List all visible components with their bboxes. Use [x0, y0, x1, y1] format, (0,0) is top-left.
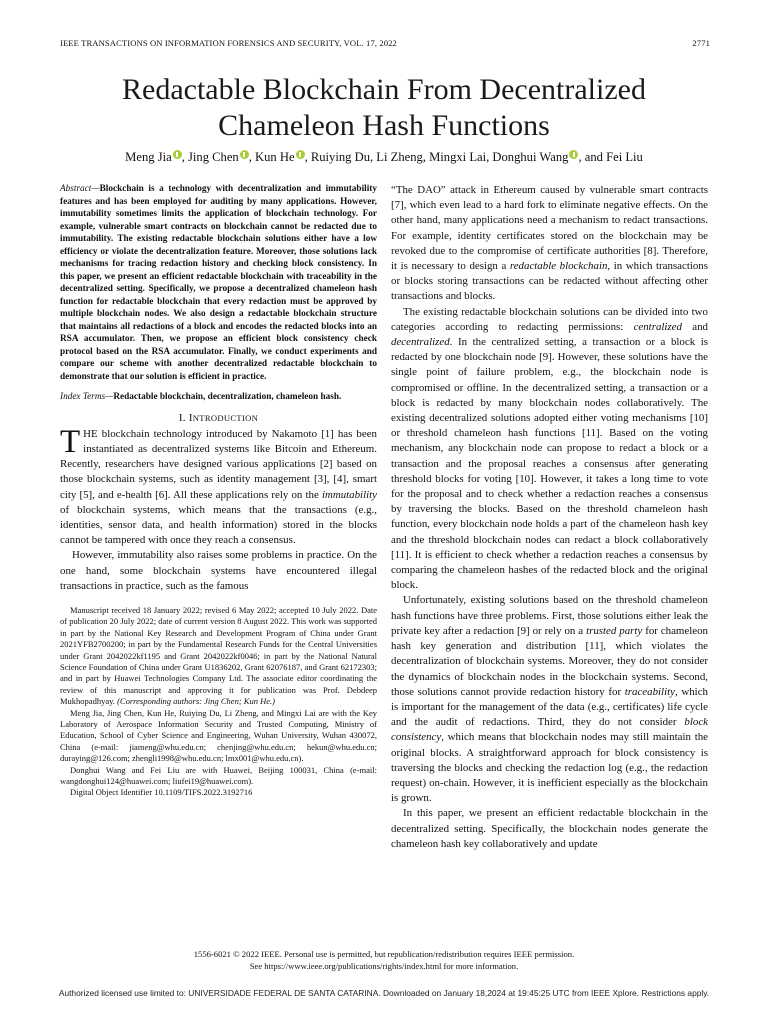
footnote-huawei: Donghui Wang and Fei Liu are with Huawei, Beijing 100031, China (e-mail: wangdonghui124@huawei.com; liufei19@huawei.com).: [60, 764, 377, 787]
footnote-affiliation: Meng Jia, Jing Chen, Kun He, Ruiying Du, Li Zheng, and Mingxi Lai are with the Key Laboratory of Aerospace Information Security and Trusted Computing, Ministry of Education, School of Cyber Science and Engineering, Wuhan University, Wuhan 430072, China (e-mail: jiameng@whu.edu.cn; chenjing@whu.edu.cn; hekun@whu.edu.cn; duraying@126.com; zhengli1998@whu.edu.cn; lmx001@whu.edu.cn).: [60, 707, 377, 764]
section-heading: [60, 411, 377, 426]
copyright-notice: [0, 948, 768, 972]
author-name: Meng Jia: [125, 150, 172, 164]
index-terms-label: Index Terms: [60, 392, 106, 402]
abstract: [60, 183, 377, 383]
emphasis: redactable blockchain: [509, 260, 608, 273]
orcid-icon[interactable]: [240, 150, 249, 159]
intro-text: HE blockchain technology introduced by Nakamoto [1] has been instantiated as decentralized systems like Bitcoin and Ethereum. Recently, researchers have designed various applications [2] based on those blockchain systems, such as identity management [3], [4], smart city [5], and e-health [6]. All these applications rely on the: [60, 427, 377, 501]
title-line-1: Redactable Blockchain From Decentralized: [122, 73, 646, 106]
right-paragraph-4: In this paper, we present an efficient redactable blockchain in the decentralized setting. Specifically, the blockchain nodes generate the chameleon hash key collaboratively and update: [391, 807, 708, 850]
author-name: , Ruiying Du, Li Zheng, Mingxi Lai, Donghui Wang: [304, 150, 569, 164]
body-text: The existing redactable blockchain solutions can be divided into two categories according to redacting permissions:: [391, 305, 708, 333]
page-number: 2771: [692, 38, 710, 48]
emphasis: decentralized: [391, 336, 450, 349]
section-name: NTRODUCTION: [192, 412, 259, 423]
body-text: Unfortunately, existing solutions based on the threshold chameleon hash functions have three problems. First, those solutions either leak the private key after a redaction [9] or rely on a: [391, 594, 708, 637]
footnote-text: Manuscript received 18 January 2022; revised 6 May 2022; accepted 10 July 2022. Date of publication 20 July 2022; date of current version 8 August 2022. This work was supported in part by the National Key Research and Development Program of China under Grant 2021YFB2700200; in part by the Fundamental Research Funds for the Central Universities under Grant 2042022kf1195 and Grant 2042022kf0046; in part by the National Natural Science Foundation of China under Grant U1836202, Grant 62076187, and Grant 62172303; and in part by Huawei Technologies Company Ltd. The associate editor coordinating the review of this manuscript and approving it for publication was Prof. Debdeep Mukhopadhyay.: [60, 604, 377, 707]
paper-title: [0, 72, 768, 144]
body-text: , which is important for the management of the data (e.g., certificates) life cycle and the audit of redactions. Third, they do not consider: [391, 685, 708, 729]
intro-paragraph-2: However, immutability also raises some problems in practice. On the one hand, some blockchain systems have encountered illegal transactions in practice, such as the famous: [60, 549, 377, 592]
index-terms-text: Redactable blockchain, decentralization, chameleon hash.: [113, 392, 342, 402]
body-text: and: [681, 320, 708, 333]
copyright-line-2: See https://www.ieee.org/publications/rights/index.html for more information.: [249, 961, 519, 971]
intro-paragraph-1: [60, 423, 377, 549]
body-text: for chameleon hash key generation and distribution [11], which violates the decentralization of blockchain systems. Moreover, they do not consider the dynamics of blockchain nodes in the blockchain systems. Second, those solutions cannot provide redaction history for: [391, 624, 708, 698]
author-name: , Kun He: [248, 150, 295, 164]
emphasis: centralized: [633, 320, 682, 333]
footnote-doi: Digital Object Identifier 10.1109/TIFS.2022.3192716: [70, 787, 253, 798]
body-text: . In the centralized setting, a transaction or a block is redacted by one blockchain node [9]. However, these solutions have the single point of failure problem, e.g., the blockchain node is compromised or offline. In the decentralized setting, a transaction or a block is redacted by many blockchain nodes collaboratively. The existing decentralized solutions adopted either voting mechanisms [10] or threshold chameleon hash functions [11]. Based on the voting mechanism, any blockchain node can propose to redact a block or a transaction and the proposal reaches a consensus after generating threshold blocks for voting [10]. However, it takes a long time to vote for the proposal and to check whether a redaction reaches a consensus by traversing the blocks. Based on the threshold chameleon hash function, every blockchain node holds a part of the chameleon hash key and the threshold blockchain nodes can redact a block collaboratively [11]. It is efficient to check whether a redaction reaches a consensus by comparing the chameleon hashes of the redacted block and the original block.: [391, 336, 708, 592]
intro-emphasis: immutability: [321, 488, 377, 501]
right-column: [391, 183, 708, 852]
emphasis: traceability: [624, 685, 675, 698]
author-name: , Jing Chen: [181, 150, 239, 164]
index-terms: [60, 391, 377, 404]
section-numeral: I. I: [178, 411, 193, 424]
license-footer: Authorized licensed use limited to: UNIVERSIDADE FEDERAL DE SANTA CATARINA. Downloaded on January 18,2024 at 19:45:25 UTC from IEEE Xplore. Restrictions apply.: [58, 988, 710, 998]
right-paragraph-2: [391, 305, 708, 594]
corresponding-authors: (Corresponding authors: Jing Chen; Kun He.): [117, 696, 275, 707]
title-line-2: Chameleon Hash Functions: [218, 109, 550, 142]
right-paragraph-1: [391, 183, 708, 305]
body-text: “The DAO” attack in Ethereum caused by vulnerable smart contracts [7], which even lead to a hard fork to eliminate negative effects. On the other hand, many applications need a mechanism to redact transactions. For example, identity certificates stored on the blockchain may be revoked due to the compromise of certificate authorities [8]. Therefore, it is necessary to design a: [391, 184, 708, 273]
copyright-line-1: 1556-6021 © 2022 IEEE. Personal use is permitted, but republication/redistribution requires IEEE permission.: [193, 949, 575, 959]
drop-cap: T: [60, 423, 81, 460]
journal-name: IEEE TRANSACTIONS ON INFORMATION FORENSICS AND SECURITY, VOL. 17, 2022: [60, 38, 397, 48]
author-name: , and Fei Liu: [578, 150, 643, 164]
author-list: [0, 150, 768, 165]
right-paragraph-3: [391, 593, 708, 806]
intro-text-end: of blockchain systems, which means that the transactions (e.g., identities, sensor data, and health information) stored in the blocks cannot be tampered with once they reach a consensus.: [60, 503, 377, 547]
body-text: , in which transactions or blocks storing transactions can be redacted without affecting other transactions and blocks.: [391, 260, 708, 303]
left-column: [60, 183, 377, 799]
em-dash: —: [91, 184, 100, 194]
footnote-manuscript: [60, 605, 377, 708]
abstract-text: Blockchain is a technology with decentralization and immutability features and has been employed for auditing by many applications. However, immutability sometimes limits the application of blockchain technology. For example, vulnerable smart contracts on blockchain cannot be redacted due to immutability. The existing redactable blockchain solutions either have a low efficiency or violate the decentralization feature. Moreover, those solutions lack mechanisms for tracing redaction history and checking block consistency. In this paper, we present an efficient redactable blockchain with traceability in the decentralized setting. Specifically, we propose a decentralized chameleon hash function for redactable blockchain that every redaction must be approved by multiple blockchain nodes. We also design a redactable blockchain structure that maintains all redactions of a block and encodes the redacted blocks into an RSA accumulator. Then, we propose an efficient block consistency check protocol based on the RSA accumulator. Finally, we conduct experiments and compare our scheme with another decentralized redactable blockchain to demonstrate that our solution is efficient in practice.: [60, 184, 377, 382]
emphasis: trusted party: [586, 624, 643, 637]
body-text: , which means that blockchain nodes may still maintain the original blocks. A straightforward approach for block consistency is traversing the blocks and checking the redaction log (e.g., the redaction request) on-chain. However, it is inefficient especially as the blockchain is grown.: [391, 731, 708, 805]
abstract-label: Abstract: [60, 184, 92, 194]
orcid-icon[interactable]: [296, 150, 305, 159]
em-dash: —: [105, 392, 114, 402]
emphasis: block consistency: [391, 716, 708, 744]
orcid-icon[interactable]: [173, 150, 182, 159]
